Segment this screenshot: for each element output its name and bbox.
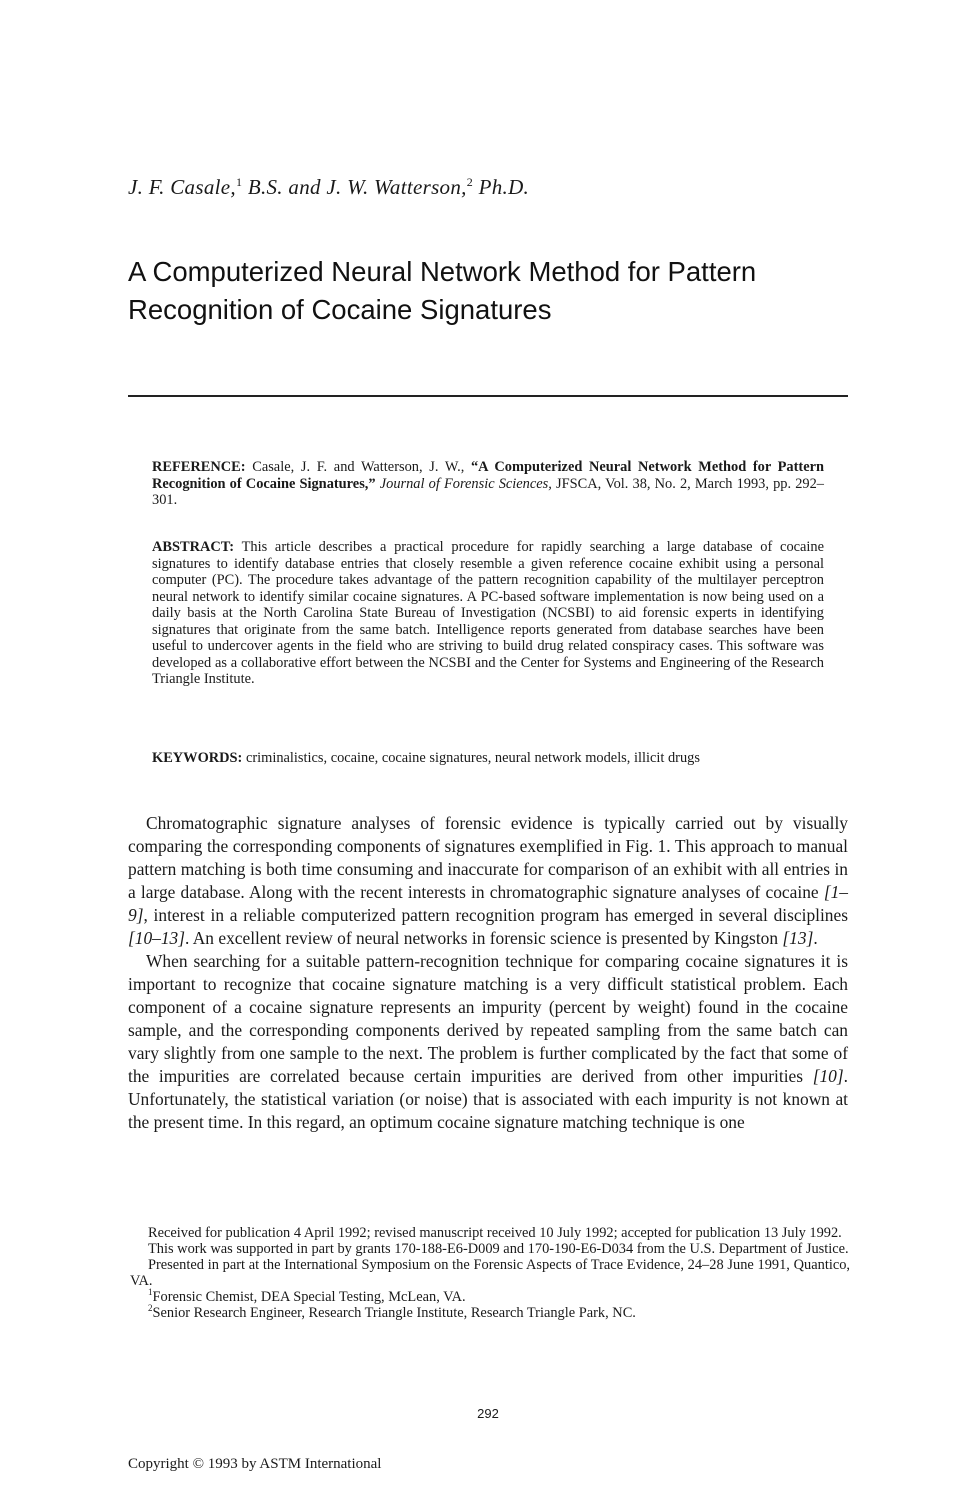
citation: [10] — [812, 1066, 844, 1086]
keywords-text: criminalistics, cocaine, cocaine signatures, neural network models, illicit drugs — [245, 750, 700, 766]
reference-journal: Journal of Forensic Sciences, — [379, 475, 552, 492]
footnote-mark: 1 — [148, 1287, 153, 1298]
page-number: 292 — [477, 1406, 499, 1421]
footnote-mark: 2 — [148, 1303, 153, 1314]
body-paragraph-1: Chromatographic signature analyses of forensic evidence is typically carried out by visually comparing the corresponding components of signatures exemplified in Fig. 1. This approach to manual pattern matching is both time consuming and inaccurate for comparison of an exhibit with all entries in a large database. Along with the recent interests in chromatographic signature analyses of cocaine [1–9], interest in a reliable computerized pattern recognition program has emerged in several disciplines [10–13]. An excellent review of neural networks in forensic science is presented by Kingston [13]. — [128, 813, 848, 948]
body-text — [128, 812, 848, 1134]
citation: [13] — [782, 928, 814, 948]
abstract-block — [152, 539, 824, 688]
reference-label: REFERENCE: — [152, 459, 246, 475]
author-line — [128, 175, 529, 200]
keywords-block — [152, 750, 824, 767]
paper-title: A Computerized Neural Network Method for Pattern Recognition of Cocaine Signatures — [128, 256, 757, 325]
reference-details: JFSCA, Vol. 38, No. 2, March 1993, pp. 292–301. — [152, 475, 824, 508]
keywords-label: KEYWORDS: — [152, 750, 243, 766]
footnote-presented: Presented in part at the International Symposium on the Forensic Aspects of Trace Evidence, 24–28 June 1991, Quantico, VA. — [130, 1257, 850, 1289]
copyright-notice: Copyright © 1993 by ASTM International — [128, 1456, 382, 1472]
author-2-name: J. W. Watterson, — [326, 175, 467, 199]
author-1-name: J. F. Casale, — [128, 175, 236, 199]
reference-block — [152, 459, 824, 509]
citation: [1–9] — [128, 882, 848, 925]
reference-authors: Casale, J. F. and Watterson, J. W., — [252, 459, 471, 475]
footnote-affiliation-1: $^1$Forensic Chemist, DEA Special Testing, McLean, VA. — [148, 1287, 466, 1305]
author-1-degree: B.S. — [247, 175, 283, 199]
title-divider — [128, 395, 848, 397]
author-2-degree: Ph.D. — [478, 175, 530, 199]
footnote-support: This work was supported in part by grants 170-188-E6-D009 and 170-190-E6-D034 from the U.S. Department of Justice. — [148, 1241, 849, 1257]
abstract-text: This article describes a practical procedure for rapidly searching a large database of cocaine signatures to identify database entries that closely resemble a given reference cocaine exhibit using a personal computer (PC). The procedure takes advantage of the pattern recognition capability of the multilayer perceptron neural network to identify similar cocaine signatures. A PC-based software implementation is now being used on a daily basis at the North Carolina State Bureau of Investigation (NCSBI) to aid forensic experts in identifying signatures that originate from the same batch. Intelligence reports generated from database searches have been useful to undercover agents in the field who are striving to build drug related conspiracy cases. This software was developed as a collaborative effort between the NCSBI and the Center for Systems and Engineering of the Research Triangle Institute. — [152, 539, 824, 687]
footnote-received: Received for publication 4 April 1992; revised manuscript received 10 July 1992; accepted for publication 13 July 1992. — [148, 1225, 842, 1241]
author-conjunction: and — [288, 175, 321, 199]
citation: [10–13] — [128, 928, 186, 948]
author-2-footnote-mark: 2 — [466, 175, 474, 189]
abstract-label: ABSTRACT: — [152, 539, 235, 555]
reference-article-title: “A Computerized Neural Network Method for Pattern Recognition of Cocaine Signatures,” — [152, 459, 824, 492]
author-1-footnote-mark: 1 — [235, 175, 243, 189]
footnote-affiliation-2: $^2$Senior Research Engineer, Research Triangle Institute, Research Triangle Park, NC. — [148, 1303, 636, 1321]
footnotes — [130, 1225, 850, 1321]
body-paragraph-2: When searching for a suitable pattern-recognition technique for comparing cocaine signatures it is important to recognize that cocaine signature matching is a very difficult statistical problem. Each component of a cocaine signature represents an impurity (percent by weight) found in the cocaine sample, and the corresponding components derived by repeated sampling from the same batch can vary slightly from one sample to the next. The problem is further complicated by the fact that some of the impurities are correlated because certain impurities are derived from other impurities [10]. Unfortunately, the statistical variation (or noise) that is associated with each impurity is not known at the present time. In this regard, an optimum cocaine signature matching technique is one — [128, 951, 848, 1132]
